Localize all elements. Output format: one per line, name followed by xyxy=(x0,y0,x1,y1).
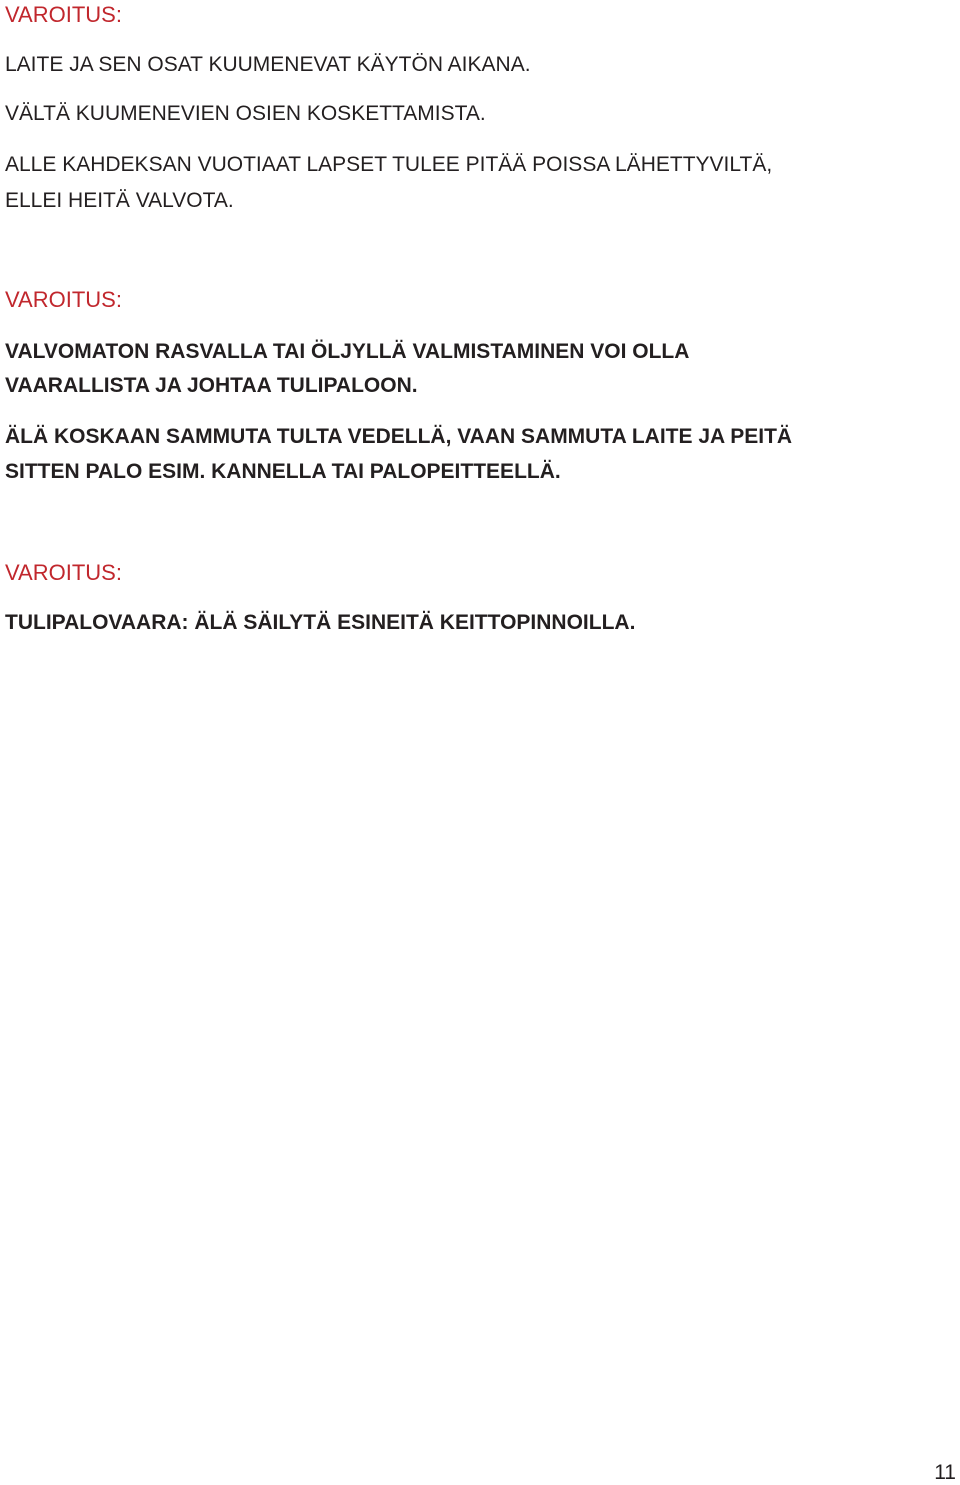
warning-heading-1: VAROITUS: xyxy=(5,2,122,27)
warning-2-line-4: SITTEN PALO ESIM. KANNELLA TAI PALOPEITTEELLÄ. xyxy=(5,460,561,483)
warning-1-line-4: ELLEI HEITÄ VALVOTA. xyxy=(5,189,234,212)
warning-2-line-2: VAARALLISTA JA JOHTAA TULIPALOON. xyxy=(5,374,418,397)
warning-1-line-1: LAITE JA SEN OSAT KUUMENEVAT KÄYTÖN AIKANA. xyxy=(5,53,531,76)
warning-heading-3: VAROITUS: xyxy=(5,560,122,585)
warning-2-line-1: VALVOMATON RASVALLA TAI ÖLJYLLÄ VALMISTAMINEN VOI OLLA xyxy=(5,340,690,363)
warning-3-line-1: TULIPALOVAARA: ÄLÄ SÄILYTÄ ESINEITÄ KEITTOPINNOILLA. xyxy=(5,611,636,634)
page-number: 11 xyxy=(934,1461,956,1484)
warning-1-line-2: VÄLTÄ KUUMENEVIEN OSIEN KOSKETTAMISTA. xyxy=(5,102,486,125)
warning-heading-2: VAROITUS: xyxy=(5,287,122,312)
warning-2-line-3: ÄLÄ KOSKAAN SAMMUTA TULTA VEDELLÄ, VAAN SAMMUTA LAITE JA PEITÄ xyxy=(5,425,793,448)
warning-1-line-3: ALLE KAHDEKSAN VUOTIAAT LAPSET TULEE PITÄÄ POISSA LÄHETTYVILTÄ, xyxy=(5,153,773,176)
